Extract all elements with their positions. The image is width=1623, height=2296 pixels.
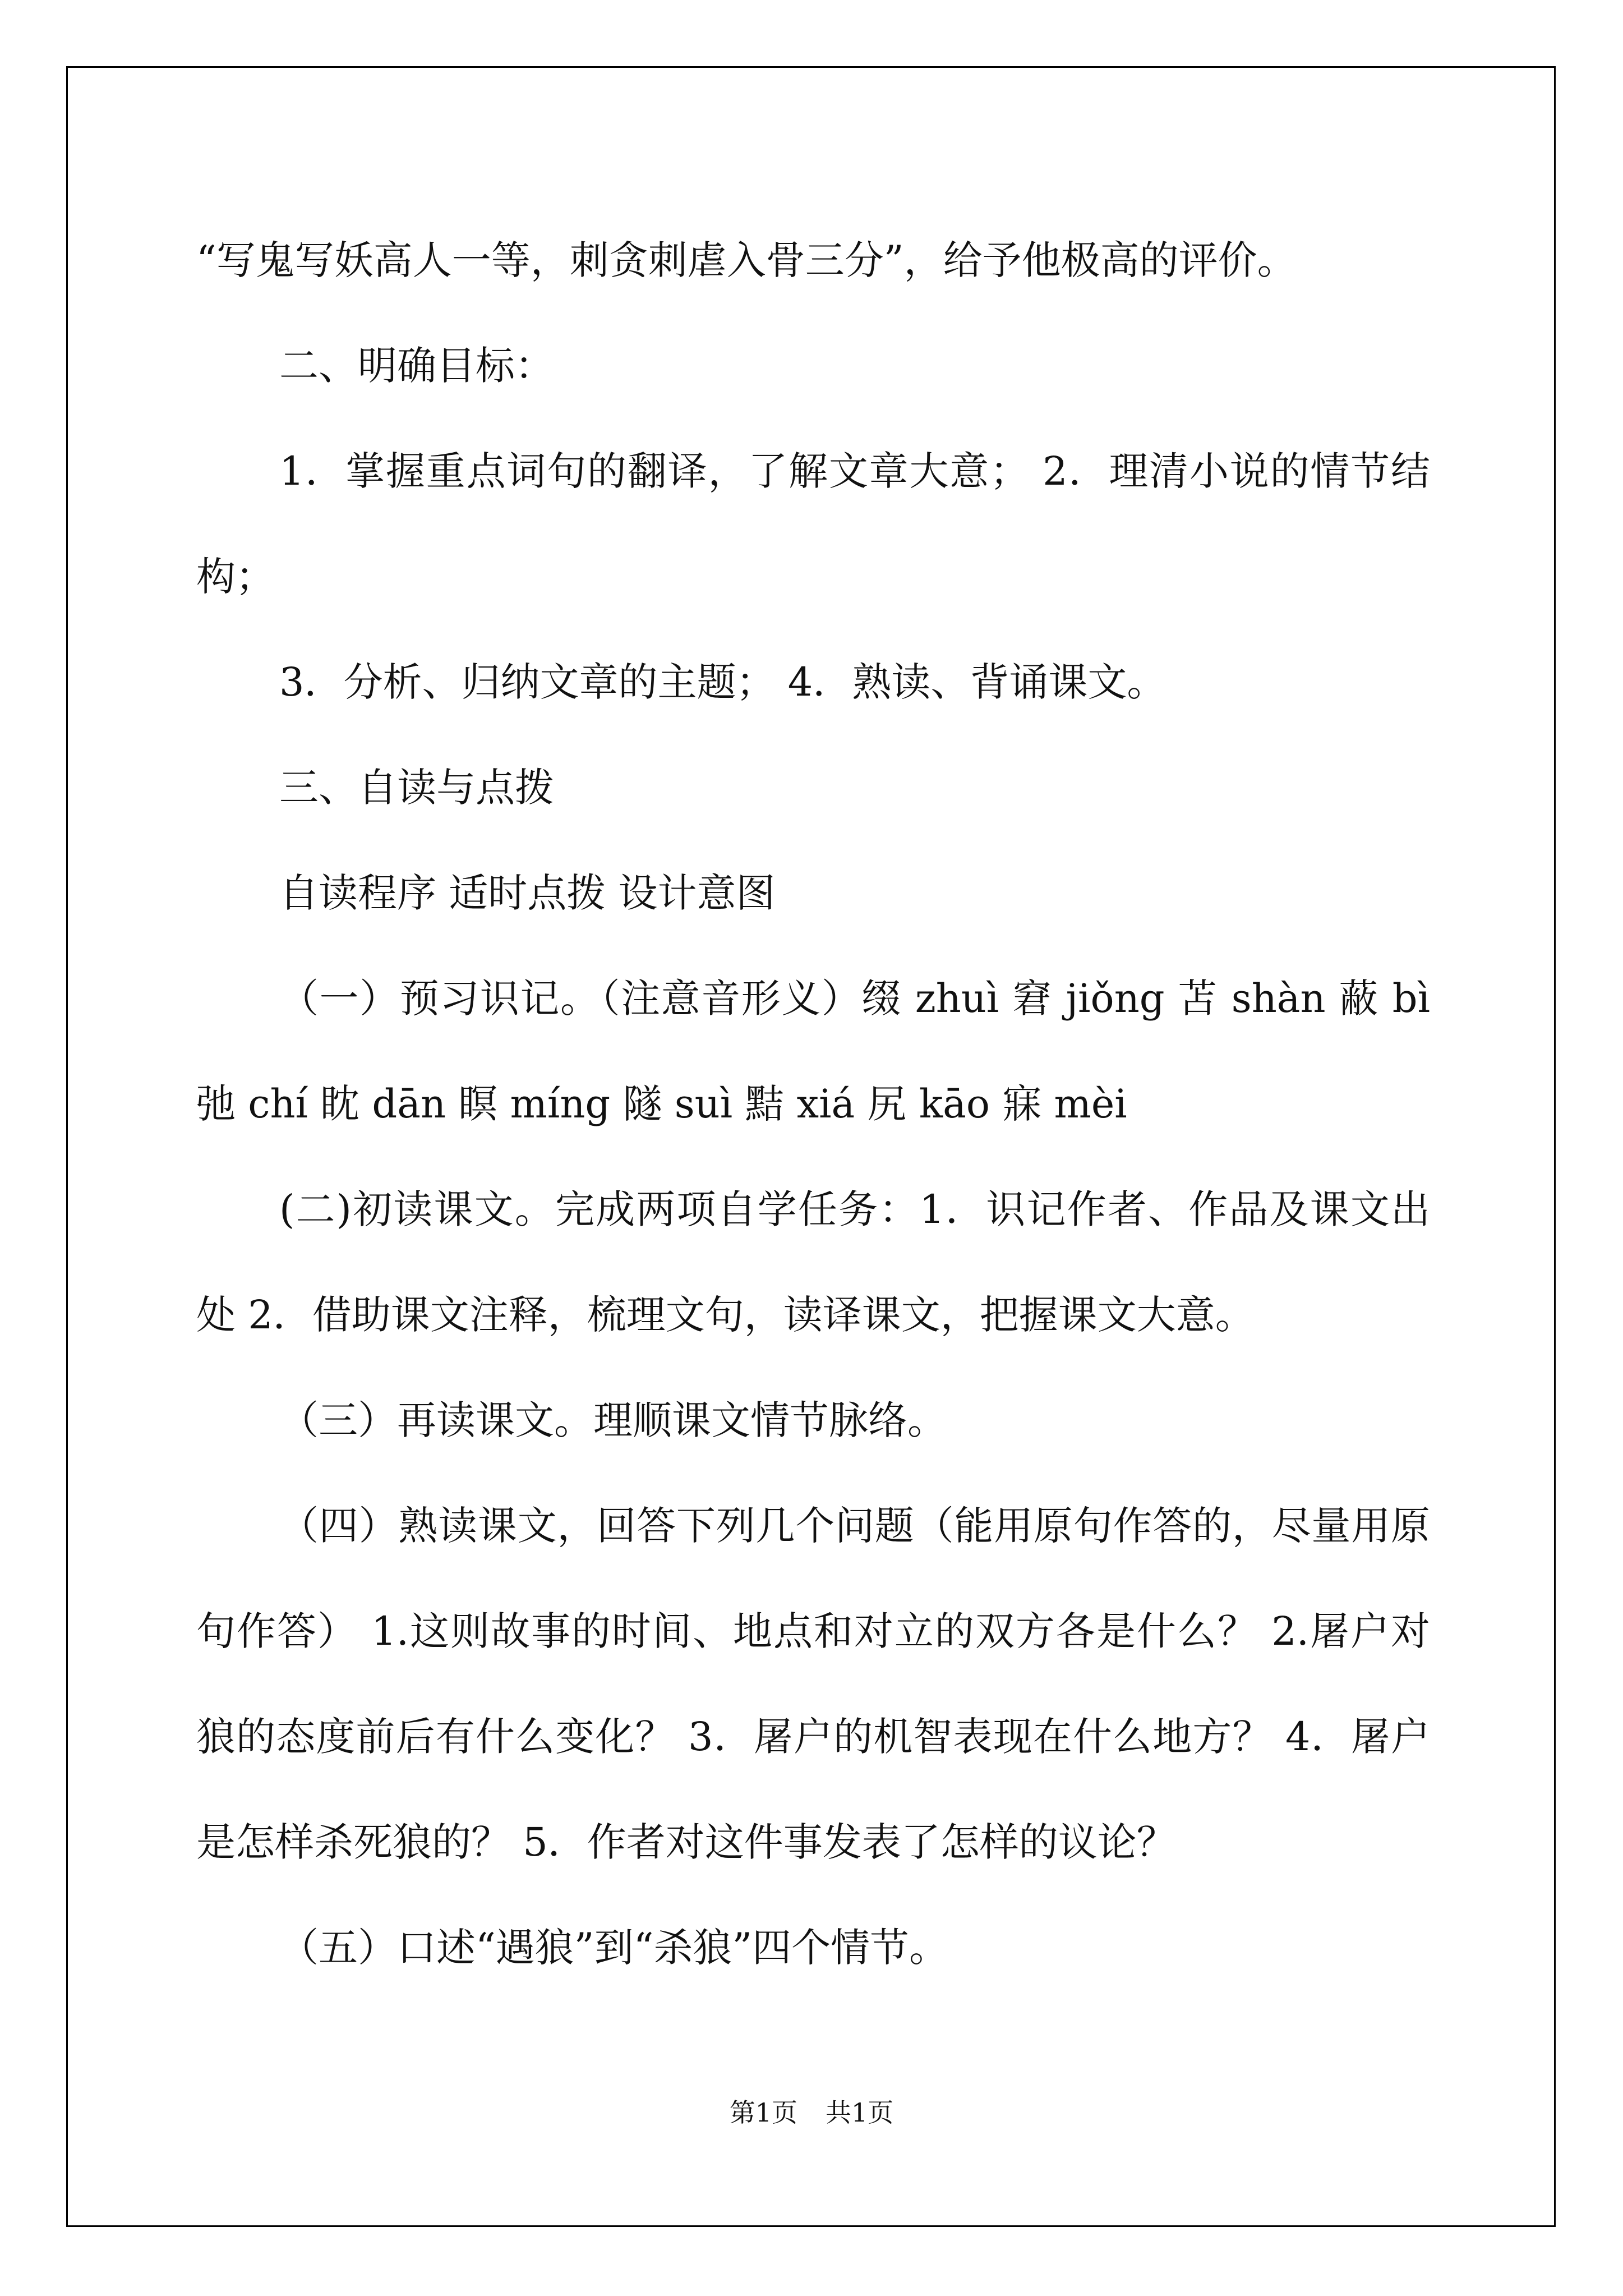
page-number: 第1页: [729, 2097, 797, 2128]
paragraph-goals-1-2: 1．掌握重点词句的翻译，了解文章大意； 2．理清小说的情节结构；: [196, 448, 1430, 600]
page-footer: [0, 2092, 1623, 2129]
paragraph-step-4-questions: （四）熟读课文，回答下列几个问题（能用原句作答的，尽量用原句作答） 1.这则故事的时间、地点和对立的双方各是什么？ 2.屠户对狼的态度前后有什么变化？ 3．屠户的机智表现在什么地方？ 4．屠户是怎样杀死狼的？ 5．作者对这件事发表了怎样的议论？: [196, 1503, 1430, 1865]
paragraph-table-header: 自读程序 适时点拨 设计意图: [279, 870, 776, 916]
paragraph-step-5: （五）口述“遇狼”到“杀狼”四个情节。: [279, 1925, 949, 1971]
paragraph-step-3: （三）再读课文。理顺课文情节脉络。: [279, 1397, 947, 1443]
paragraph-intro-quote: “写鬼写妖高人一等，刺贪刺虐入骨三分”，给予他极高的评价。: [196, 237, 1297, 283]
page-total: 共1页: [826, 2097, 894, 2128]
paragraph-step-2: (二)初读课文。完成两项自学任务：1．识记作者、作品及课文出处 2．借助课文注释，梳理文句，读译课文，把握课文大意。: [196, 1186, 1430, 1338]
document-body: [196, 208, 1430, 2000]
paragraph-goals-3-4: 3．分析、归纳文章的主题； 4．熟读、背诵课文。: [279, 659, 1166, 705]
paragraph-section-2-heading: 二、明确目标：: [279, 343, 554, 389]
paragraph-section-3-heading: 三、自读与点拨: [279, 765, 554, 811]
paragraph-step-1-pinyin: （一）预习识记。（注意音形义）缀 zhuì 窘 jiǒng 苫 shàn 蔽 bì 弛 chí 眈 dān 瞑 míng 隧 suì 黠 xiá 尻 kāo 寐 mèi: [196, 976, 1430, 1127]
